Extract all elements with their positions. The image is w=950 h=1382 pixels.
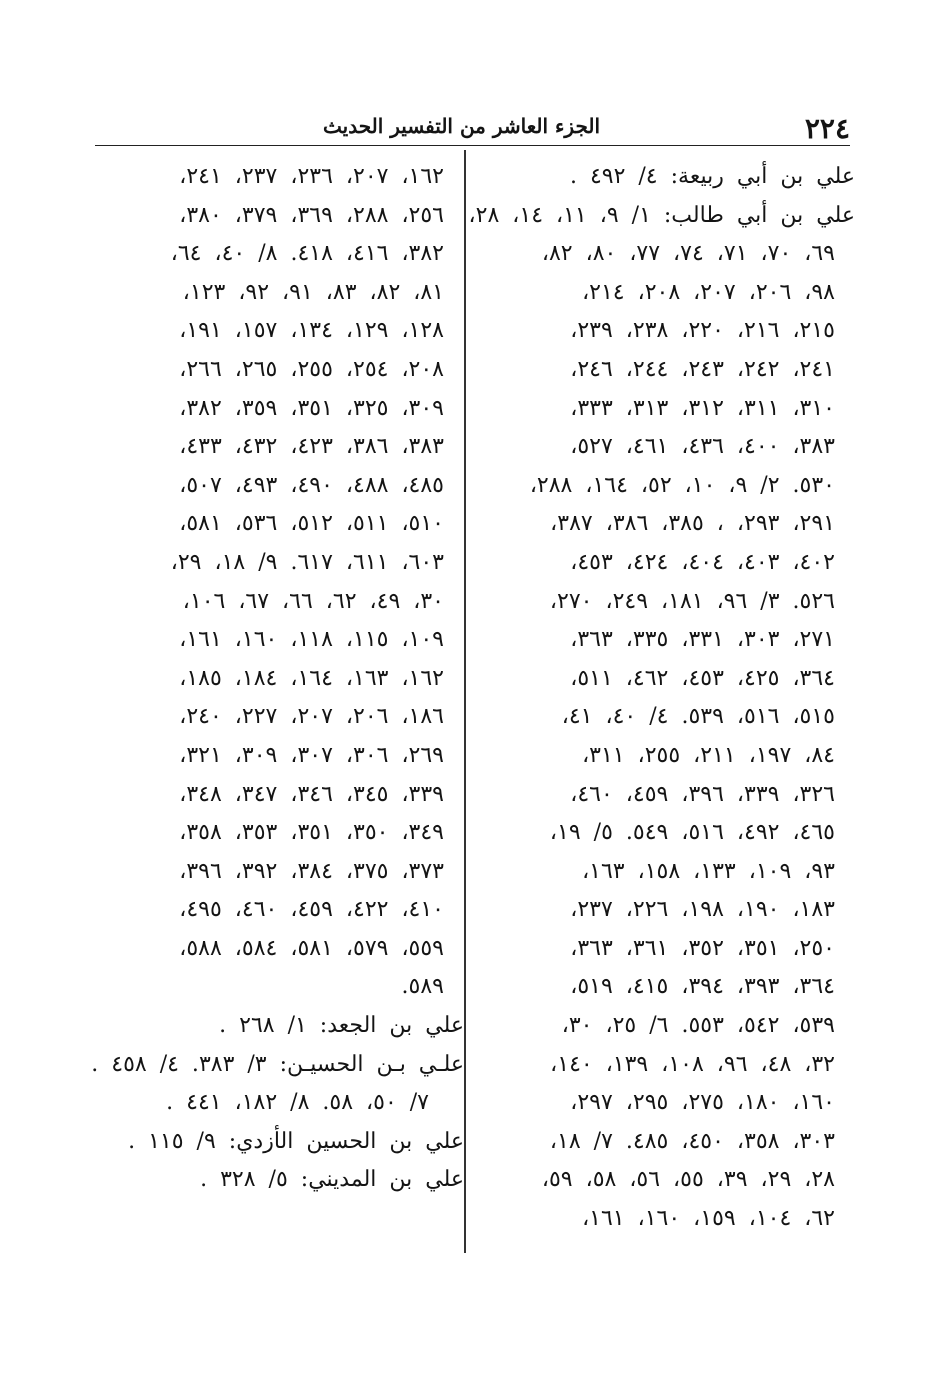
index-line: ٦٢، ١٠٤، ١٥٩، ١٦٠، ١٦١، xyxy=(582,1206,835,1232)
index-line: ١٠٩، ١١٥، ١١٨، ١٦٠، ١٦١، xyxy=(179,627,444,653)
index-line: ٣٠، ٤٩، ٦٢، ٦٦، ٦٧، ١٠٦، xyxy=(182,588,444,614)
index-line: ٥٣٩، ٥٤٢، ٥٥٣. ٦/ ٢٥، ٣٠، xyxy=(561,1013,835,1039)
index-line: ٢٥٠، ٣٥١، ٣٥٢، ٣٦١، ٣٦٣، xyxy=(570,935,835,961)
index-line: ٤٦٥، ٤٩٢، ٥١٦، ٥٤٩. ٥/ ١٩، xyxy=(549,820,835,846)
index-line: ٣٨٢، ٤١٦، ٤١٨. ٨/ ٤٠، ٦٤، xyxy=(170,241,444,267)
index-line: ٣٨٣، ٣٨٦، ٤٢٣، ٤٣٢، ٤٣٣، xyxy=(179,434,444,460)
index-line: ٢٤١، ٢٤٢، ٢٤٣، ٢٤٤، ٢٤٦، xyxy=(570,356,835,382)
index-line: ٨١، ٨٢، ٨٣، ٩١، ٩٢، ١٢٣، xyxy=(182,279,444,305)
index-line: ٥١٥، ٥١٦، ٥٣٩. ٤/ ٤٠، ٤١، xyxy=(561,704,835,730)
index-line: ٢٩١، ٢٩٣، ، ٣٨٥، ٣٨٦، ٣٨٧، xyxy=(550,511,835,537)
index-line: ٥٨٩. xyxy=(401,974,444,1000)
index-line: ٣٨٣، ٤٠٠، ٤٣٦، ٤٦١، ٥٢٧، xyxy=(570,434,835,460)
index-line: ٣١٠، ٣١١، ٣١٢، ٣١٣، ٣٣٣، xyxy=(570,395,835,421)
index-line: ٥٣٠. ٢/ ٩، ١٠، ٥٢، ١٦٤، ٢٨٨، xyxy=(529,472,835,498)
index-line: علي بن الحسين الأزدي: ٩/ ١١٥ . xyxy=(128,1128,464,1154)
index-line: علي بن أبي ربيعة: ٤/ ٤٩٢ . xyxy=(569,164,855,189)
index-line: ٥١٠، ٥١١، ٥١٢، ٥٣٦، ٥٨١، xyxy=(179,511,444,537)
index-line: ٢٧١، ٣٠٣، ٣٣١، ٣٣٥، ٣٦٣، xyxy=(570,627,835,653)
index-column-right xyxy=(468,158,855,1239)
index-line: ٩٣، ١٠٩، ١٣٣، ١٥٨، ١٦٣، xyxy=(582,858,835,884)
index-line: ٣٠٩، ٣٢٥، ٣٥١، ٣٥٩، ٣٨٢، xyxy=(179,395,444,421)
index-line: ٣٧٣، ٣٧٥، ٣٨٤، ٣٩٢، ٣٩٦، xyxy=(179,858,444,884)
index-line: ٥٢٦. ٣/ ٩٦، ١٨١، ٢٤٩، ٢٧٠، xyxy=(549,588,835,614)
index-line: علي بن الجعد: ١/ ٢٦٨ . xyxy=(219,1013,464,1039)
index-line: ٢٠٨، ٢٥٤، ٢٥٥، ٢٦٥، ٢٦٦، xyxy=(179,356,444,382)
index-column-left xyxy=(91,158,464,1200)
index-line: ٣٦٤، ٣٩٣، ٣٩٤، ٤١٥، ٥١٩، xyxy=(570,974,835,1000)
column-divider xyxy=(464,150,466,1253)
index-line: ٣٦٤، ٤٢٥، ٤٥٣، ٤٦٢، ٥١١، xyxy=(570,665,835,691)
index-line: ١٨٦، ٢٠٦، ٢٠٧، ٢٢٧، ٢٤٠، xyxy=(179,704,444,730)
running-title: الجزء العاشر من التفسير الحديث xyxy=(323,114,600,138)
page-number: ٢٢٤ xyxy=(804,112,850,145)
index-line: ١٢٨، ١٢٩، ١٣٤، ١٥٧، ١٩١، xyxy=(179,318,444,344)
index-line: ٣٢، ٤٨، ٩٦، ١٠٨، ١٣٩، ١٤٠، xyxy=(550,1051,835,1077)
index-line: علـي بـن الحسيـن: ٣/ ٣٨٣. ٤/ ٤٥٨ . xyxy=(91,1051,464,1077)
index-line: ٥٥٩، ٥٧٩، ٥٨١، ٥٨٤، ٥٨٨، xyxy=(179,935,444,961)
index-line: علي بن أبي طالب: ١/ ٩، ١١، ١٤، ٢٨، xyxy=(468,202,855,228)
index-line: ١٦٢، ١٦٣، ١٦٤، ١٨٤، ١٨٥، xyxy=(179,665,444,691)
index-line: ٩٨، ٢٠٦، ٢٠٧، ٢٠٨، ٢١٤، xyxy=(582,279,835,305)
header-rule xyxy=(95,145,850,146)
index-line: ٦٩، ٧٠، ٧١، ٧٤، ٧٧، ٨٠، ٨٢، xyxy=(541,241,835,267)
index-line: ٣٢٦، ٣٣٩، ٣٩٦، ٤٥٩، ٤٦٠، xyxy=(570,781,835,807)
index-line: ٤٠٢، ٤٠٣، ٤٠٤، ٤٢٤، ٤٥٣، xyxy=(570,549,835,575)
index-line: ٣٠٣، ٣٥٨، ٤٥٠، ٤٨٥. ٧/ ١٨، xyxy=(549,1128,835,1154)
index-line: ٢٦٩، ٣٠٦، ٣٠٧، ٣٠٩، ٣٢١، xyxy=(179,742,444,768)
index-line: ٢٨، ٢٩، ٣٩، ٥٥، ٥٦، ٥٨، ٥٩، xyxy=(541,1167,835,1193)
index-line: ١٨٣، ١٩٠، ١٩٨، ٢٢٦، ٢٣٧، xyxy=(570,897,835,923)
index-line: ٢٥٦، ٢٨٨، ٣٦٩، ٣٧٩، ٣٨٠، xyxy=(179,202,444,228)
index-line: ٦٠٣، ٦١١، ٦١٧. ٩/ ١٨، ٢٩، xyxy=(170,549,444,575)
index-line: ٧/ ٥٠، ٥٨. ٨/ ١٨٢، ٤٤١ . xyxy=(166,1090,429,1116)
index-line: علي بن المديني: ٥/ ٣٢٨ . xyxy=(200,1167,464,1193)
index-line: ٣٤٩، ٣٥٠، ٣٥١، ٣٥٣، ٣٥٨، xyxy=(179,820,444,846)
index-line: ٨٤، ١٩٧، ٢١١، ٢٥٥، ٣١١، xyxy=(582,742,835,768)
index-line: ٤١٠، ٤٢٢، ٤٥٩، ٤٦٠، ٤٩٥، xyxy=(179,897,444,923)
index-line: ٤٨٥، ٤٨٨، ٤٩٠، ٤٩٣، ٥٠٧، xyxy=(179,472,444,498)
index-line: ١٦٢، ٢٠٧، ٢٣٦، ٢٣٧، ٢٤١، xyxy=(179,164,444,189)
index-line: ١٦٠، ١٨٠، ٢٧٥، ٢٩٥، ٢٩٧، xyxy=(570,1090,835,1116)
page-header xyxy=(95,112,850,145)
index-line: ٢١٥، ٢١٦، ٢٢٠، ٢٣٨، ٢٣٩، xyxy=(570,318,835,344)
index-line: ٣٣٩، ٣٤٥، ٣٤٦، ٣٤٧، ٣٤٨، xyxy=(179,781,444,807)
